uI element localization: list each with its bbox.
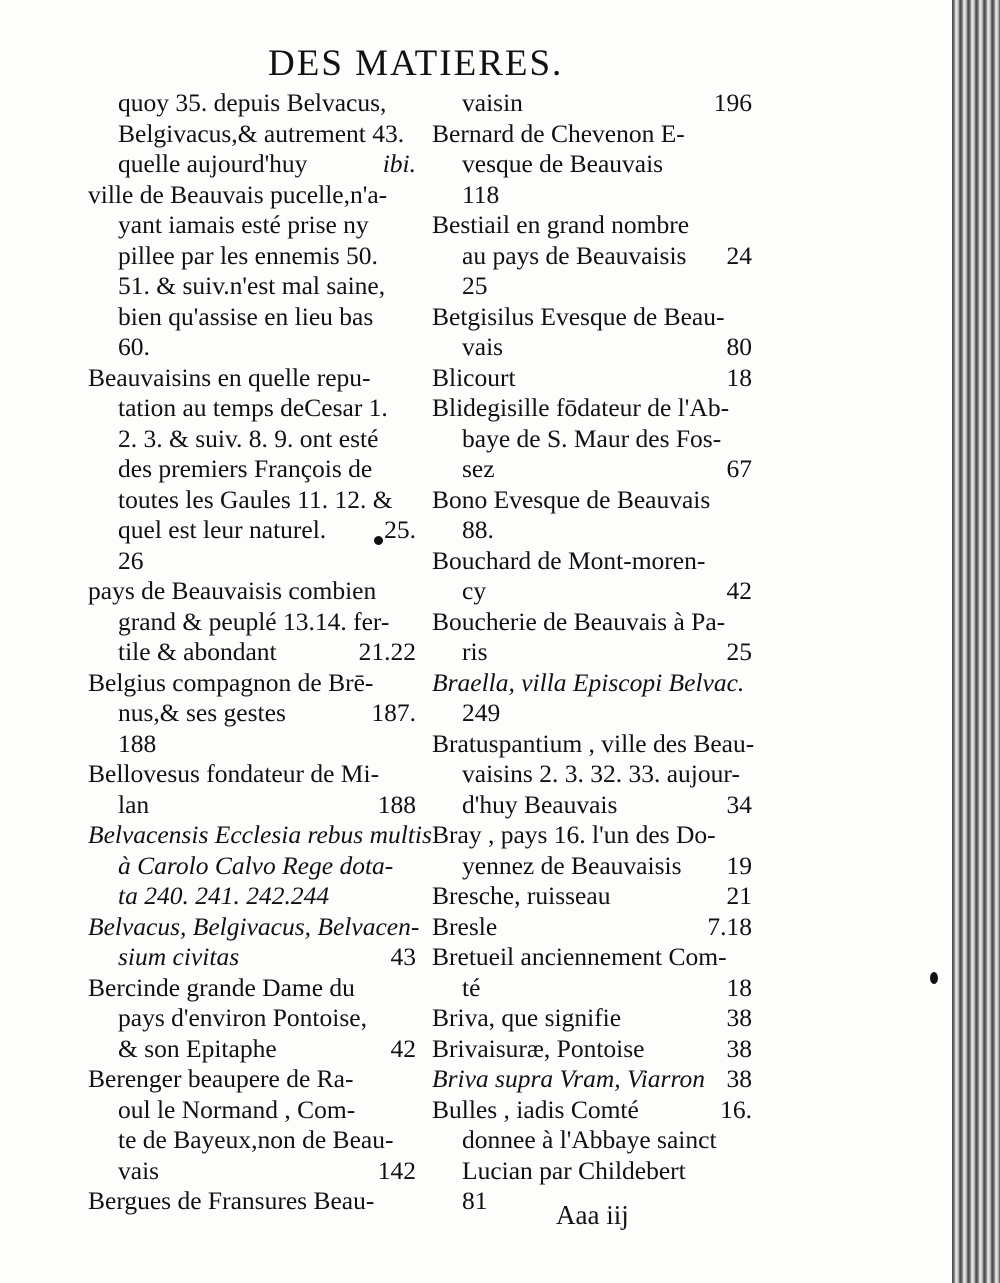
index-entry-line xyxy=(88,241,416,272)
index-entry-line xyxy=(432,1003,752,1034)
index-entry-line xyxy=(88,1095,416,1126)
entry-text: ta 240. 241. 242.244 xyxy=(118,881,330,910)
entry-text: té xyxy=(462,972,481,1002)
entry-text: Berenger beaupere de Ra- xyxy=(88,1064,354,1093)
entry-text: lan xyxy=(118,789,150,819)
entry-text: Boucherie de Beauvais à Pa- xyxy=(432,606,726,636)
entry-text: Bouchard de Mont-moren- xyxy=(432,545,706,575)
index-entry-line xyxy=(432,210,752,241)
entry-text: Bestiail en grand nombre xyxy=(432,210,690,239)
index-entry-line xyxy=(88,424,416,455)
page-reference: 25 xyxy=(726,637,752,666)
index-entry-line xyxy=(432,668,752,699)
page-reference: 38 xyxy=(726,1033,752,1063)
index-entry-line xyxy=(432,851,752,882)
index-entry-line xyxy=(88,515,416,546)
index-entry-line xyxy=(88,180,416,211)
entry-text: cy xyxy=(462,576,487,605)
entry-text: 51. & suiv.n'est mal saine, xyxy=(118,271,386,300)
index-entry-line xyxy=(88,637,416,668)
entry-text: te de Bayeux,non de Beau- xyxy=(118,1125,394,1154)
entry-text: Bretueil anciennement Com- xyxy=(432,942,727,971)
index-entry-line xyxy=(88,1003,416,1034)
index-entry-line xyxy=(88,363,416,394)
entry-text: oul le Normand , Com- xyxy=(118,1094,356,1124)
entry-text: Blicourt xyxy=(432,362,516,392)
index-entry-line xyxy=(88,668,416,699)
entry-text: vaisins 2. 3. 32. 33. aujour- xyxy=(462,759,740,788)
index-entry-line xyxy=(432,271,752,302)
entry-text: Briva, que signifie xyxy=(432,1003,622,1032)
index-entry-line xyxy=(432,119,752,150)
index-entry-line xyxy=(432,942,752,973)
index-entry-line xyxy=(88,881,416,912)
entry-text: Bratuspantium , ville des Beau- xyxy=(432,728,755,758)
entry-text: sez xyxy=(462,454,495,483)
index-entry-line xyxy=(88,851,416,882)
entry-text: pillee par les ennemis 50. xyxy=(118,240,378,270)
ink-blot xyxy=(930,972,938,984)
page-reference: 187. xyxy=(371,698,416,727)
page-title: DES MATIERES. xyxy=(268,43,564,84)
index-entry-line xyxy=(88,790,416,821)
index-column-left xyxy=(88,88,432,1217)
entry-text: nus,& ses gestes xyxy=(118,698,286,727)
index-entry-line xyxy=(88,911,420,943)
entry-text: Bresche, ruisseau xyxy=(432,881,611,910)
index-entry-line xyxy=(88,942,416,973)
index-entry-line xyxy=(432,1156,752,1187)
index-entry-line xyxy=(432,424,752,455)
entry-text: Brivaisuræ, Pontoise xyxy=(432,1033,645,1063)
index-entry-line xyxy=(88,607,416,638)
page-reference: 42 xyxy=(390,1033,416,1063)
entry-text: vesque de Beauvais xyxy=(462,149,664,178)
entry-text: 249 xyxy=(462,698,501,727)
signature-mark: Aaa iij xyxy=(556,1200,629,1230)
entry-text: Bernard de Chevenon E- xyxy=(432,118,685,148)
index-entry-line xyxy=(432,149,752,180)
page-reference: 38 xyxy=(726,1064,752,1093)
index-entry-line xyxy=(88,393,416,424)
index-entry-line xyxy=(432,728,755,760)
page-reference: 16. xyxy=(720,1094,752,1124)
entry-text: quelle aujourd'huy xyxy=(118,149,308,178)
entry-text: pays d'environ Pontoise, xyxy=(118,1003,367,1032)
index-entry-line xyxy=(432,363,752,394)
entry-text: 26 xyxy=(118,545,144,575)
entry-text: Braella, villa Episcopi Belvac. xyxy=(432,667,745,697)
entry-text: Blidegisille fōdateur de l'Ab- xyxy=(432,393,730,422)
entry-text: quoy 35. depuis Belvacus, xyxy=(118,88,387,117)
page-reference: 18 xyxy=(726,362,752,392)
index-entry-line xyxy=(432,88,752,119)
entry-text: bien qu'assise en lieu bas xyxy=(118,301,374,331)
page-reference: ibi. xyxy=(382,149,416,178)
index-entry-line xyxy=(432,454,752,485)
page-reference: 142 xyxy=(377,1155,416,1185)
index-entry-line xyxy=(432,759,752,790)
index-entry-line xyxy=(432,698,752,729)
ink-blot xyxy=(374,536,383,545)
index-entry-line xyxy=(432,332,752,363)
entry-text: 2. 3. & suiv. 8. 9. ont esté xyxy=(118,423,379,453)
entry-text: au pays de Beauvaisis xyxy=(462,240,687,270)
entry-text: des premiers François de xyxy=(118,454,373,483)
index-entry-line xyxy=(88,485,416,516)
entry-text: 118 xyxy=(462,179,500,209)
entry-text: Bono Evesque de Beauvais xyxy=(432,484,711,514)
page-reference: 67 xyxy=(726,454,752,483)
entry-text: Belvacensis Ecclesia rebus multis xyxy=(88,820,432,849)
entry-text: Betgisilus Evesque de Beau- xyxy=(432,301,725,331)
entry-text: à Carolo Calvo Rege dota- xyxy=(118,850,394,880)
entry-text: 88. xyxy=(462,515,494,544)
entry-text: 25 xyxy=(462,271,488,300)
entry-text: 188 xyxy=(118,728,157,758)
index-entry-line xyxy=(88,973,416,1004)
entry-text: Bergues de Fransures Beau- xyxy=(88,1186,375,1215)
entry-text: vaisin xyxy=(462,88,523,117)
entry-text: Bray , pays 16. l'un des Do- xyxy=(432,820,716,849)
index-entry-line xyxy=(432,576,752,607)
index-entry-line xyxy=(432,515,752,546)
entry-text: pays de Beauvaisis combien xyxy=(88,576,377,605)
entry-text: Bellovesus fondateur de Mi- xyxy=(88,759,380,788)
index-entry-line xyxy=(88,1156,416,1187)
index-entry-line xyxy=(88,1125,416,1156)
index-entry-line xyxy=(88,149,416,180)
index-entry-line xyxy=(88,729,416,760)
entry-text: Bresle xyxy=(432,911,498,941)
index-entry-line xyxy=(88,759,416,790)
entry-text: Bercinde grande Dame du xyxy=(88,972,355,1002)
page-reference: 38 xyxy=(726,1003,752,1032)
entry-text: baye de S. Maur des Fos- xyxy=(462,423,722,453)
entry-text: Belvacus, Belgivacus, Belvacen- xyxy=(88,911,420,941)
index-entry-line xyxy=(432,1034,752,1065)
page-reference: 21.22 xyxy=(358,637,416,666)
index-entry-line xyxy=(432,546,752,577)
page-reference: 34 xyxy=(726,789,752,819)
entry-text: Belgius compagnon de Brē- xyxy=(88,667,374,697)
entry-text: 81 xyxy=(462,1186,488,1215)
index-entry-line xyxy=(88,302,416,333)
index-entry-line xyxy=(432,241,752,272)
page-reference: 42 xyxy=(726,576,752,605)
index-entry-line xyxy=(432,790,752,821)
index-entry-line xyxy=(88,88,416,119)
page-edge-shadow xyxy=(952,0,1000,1283)
index-entry-line xyxy=(432,973,752,1004)
index-entry-line xyxy=(432,180,752,211)
entry-text: donnee à l'Abbaye sainct xyxy=(462,1125,717,1154)
index-entry-line xyxy=(88,210,416,241)
index-entry-line xyxy=(432,302,752,333)
entry-text: tile & abondant xyxy=(118,637,277,666)
index-entry-line xyxy=(88,1034,416,1065)
entry-text: & son Epitaphe xyxy=(118,1033,277,1063)
page-reference: 80 xyxy=(726,332,752,361)
entry-text: grand & peuplé 13.14. fer- xyxy=(118,606,390,636)
index-entry-line xyxy=(432,607,752,638)
entry-text: sium civitas xyxy=(118,942,240,971)
index-column-right xyxy=(432,88,755,1217)
index-entry-line xyxy=(432,820,752,851)
page-reference: 21 xyxy=(726,881,752,910)
index-entry-line xyxy=(432,912,752,943)
index-entry-line xyxy=(432,1064,752,1095)
entry-text: vais xyxy=(462,332,504,361)
page-reference: 188 xyxy=(377,789,416,819)
entry-text: yant iamais esté prise ny xyxy=(118,210,369,239)
entry-text: ville de Beauvais pucelle,n'a- xyxy=(88,179,388,209)
page-reference: 43 xyxy=(390,942,416,971)
entry-text: Belgivacus,& autrement 43. xyxy=(118,118,405,148)
page-reference: 196 xyxy=(713,88,752,117)
index-entry-line xyxy=(88,1064,416,1095)
page-reference: 24 xyxy=(726,240,752,270)
entry-text: Beauvaisins en quelle repu- xyxy=(88,362,371,392)
index-entry-line xyxy=(88,454,416,485)
page-reference: 18 xyxy=(726,972,752,1002)
entry-text: Briva supra Vram, Viarron xyxy=(432,1064,705,1093)
index-entry-line xyxy=(88,698,416,729)
index-entry-line xyxy=(432,1095,752,1126)
index-entry-line xyxy=(432,637,752,668)
entry-text: Bulles , iadis Comté xyxy=(432,1094,639,1124)
page-reference: 7.18 xyxy=(707,911,752,941)
index-entry-line xyxy=(432,881,752,912)
page-reference: 19 xyxy=(726,850,752,880)
index-entry-line xyxy=(432,393,752,424)
index-entry-line xyxy=(88,820,432,851)
index-entry-line xyxy=(432,485,752,516)
entry-text: d'huy Beauvais xyxy=(462,789,618,819)
page-reference: 25. xyxy=(384,515,416,544)
entry-text: ris xyxy=(462,637,488,666)
index-entry-line xyxy=(432,1125,752,1156)
entry-text: tation au temps deCesar 1. xyxy=(118,393,388,422)
entry-text: toutes les Gaules 11. 12. & xyxy=(118,484,393,514)
index-entry-line xyxy=(88,1186,416,1217)
index-entry-line xyxy=(88,119,416,150)
index-entry-line xyxy=(88,332,416,363)
entry-text: quel est leur naturel. xyxy=(118,515,327,544)
entry-text: vais xyxy=(118,1155,160,1185)
index-entry-line xyxy=(88,576,416,607)
index-entry-line xyxy=(88,546,416,577)
entry-text: 60. xyxy=(118,332,150,361)
entry-text: yennez de Beauvaisis xyxy=(462,850,682,880)
index-entry-line xyxy=(88,271,416,302)
entry-text: Lucian par Childebert xyxy=(462,1155,686,1185)
